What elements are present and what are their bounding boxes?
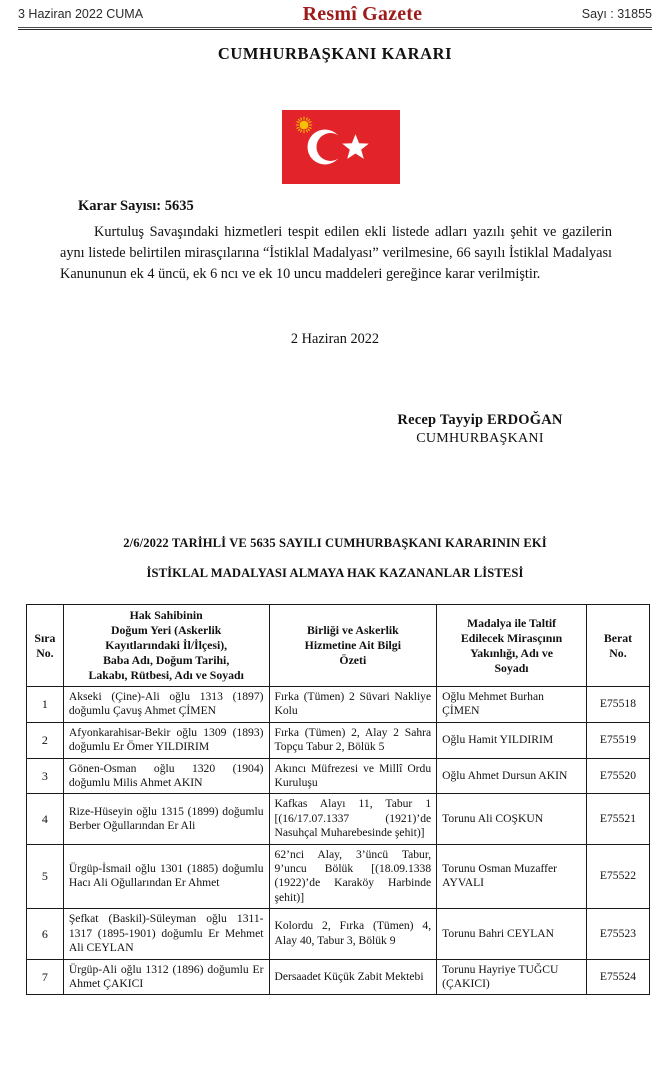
header-line: Berat [603, 630, 633, 645]
row-mirasci: Oğlu Hamit YILDIRIM [437, 722, 587, 758]
row-sira-no: 3 [27, 758, 64, 794]
header-line: Birliği ve Askerlik [306, 623, 399, 637]
row-sira-no: 4 [27, 794, 64, 844]
header-line: Yakınlığı, Adı ve [470, 645, 553, 660]
signature-block [330, 412, 630, 447]
row-sira-no: 7 [27, 959, 64, 995]
row-birlik-bilgi: Kolordu 2, Fırka (Tümen) 4, Alay 40, Tabur 3, Bölük 9 [269, 909, 437, 959]
masthead [18, 2, 652, 26]
table-body [27, 687, 650, 995]
row-hak-sahibi: Ürgüp-İsmail oğlu 1301 (1885) doğumlu Hacı Ali Oğullarından Er Ahmet [63, 844, 269, 909]
masthead-divider [18, 27, 652, 30]
row-hak-sahibi: Ürgüp-Ali oğlu 1312 (1896) doğumlu Er Ahmet ÇAKICI [63, 959, 269, 995]
header-line: No. [609, 645, 627, 660]
header-line: Doğum Yeri (Askerlik [111, 623, 222, 637]
row-birlik-bilgi: Akıncı Müfrezesi ve Millî Ordu Kuruluşu [269, 758, 437, 794]
row-sira-no: 1 [27, 687, 64, 723]
row-hak-sahibi: Rize-Hüseyin oğlu 1315 (1899) doğumlu Berber Oğullarından Er Ali [63, 794, 269, 844]
row-berat-no: E75522 [586, 844, 649, 909]
row-birlik-bilgi: Fırka (Tümen) 2, Alay 2 Sahra Topçu Tabur 2, Bölük 5 [269, 722, 437, 758]
row-hak-sahibi: Akseki (Çine)-Ali oğlu 1313 (1897) doğumlu Çavuş Ahmet ÇİMEN [63, 687, 269, 723]
header-line: Özeti [339, 653, 367, 667]
header-line: Edilecek Mirasçının [460, 630, 563, 645]
row-hak-sahibi: Şefkat (Baskil)-Süleyman oğlu 1311-1317 (1895-1901) doğumlu Er Mehmet Ali CEYLAN [63, 909, 269, 959]
annex-heading-primary: 2/6/2022 TARİHLİ VE 5635 SAYILI CUMHURBAŞKANI KARARININ EKİ [123, 536, 547, 550]
header-line: Baba Adı, Doğum Tarihi, [103, 653, 230, 667]
medal-recipients-table [26, 604, 650, 995]
gazette-title: Resmî Gazete [302, 2, 423, 25]
row-mirasci: Oğlu Mehmet Burhan ÇİMEN [437, 687, 587, 723]
table-row [27, 722, 650, 758]
row-berat-no: E75518 [586, 687, 649, 723]
gazette-issue-number: Sayı : 31855 [581, 7, 652, 21]
row-mirasci: Torunu Ali COŞKUN [437, 794, 587, 844]
row-birlik-bilgi: 62’nci Alay, 3’üncü Tabur, 9’uncu Bölük [(18.09.1338 (1922)’de Karaköy Harbinde şehit)] [269, 844, 437, 909]
column-header-mirasci [437, 605, 587, 687]
row-birlik-bilgi: Fırka (Tümen) 2 Süvari Nakliye Kolu [269, 687, 437, 723]
row-birlik-bilgi: Dersaadet Küçük Zabit Mektebi [269, 959, 437, 995]
header-line: Hizmetine Ait Bilgi [304, 638, 401, 652]
column-header-sira-no [27, 605, 64, 687]
table-row [27, 909, 650, 959]
header-line: No. [36, 645, 54, 660]
decision-date: 2 Haziran 2022 [290, 331, 380, 347]
header-line: Madalya ile Taltif [466, 615, 557, 630]
row-sira-no: 5 [27, 844, 64, 909]
table-row [27, 959, 650, 995]
row-mirasci: Torunu Hayriye TUĞCU (ÇAKICI) [437, 959, 587, 995]
row-mirasci: Torunu Bahri CEYLAN [437, 909, 587, 959]
row-mirasci: Torunu Osman Muzaffer AYVALI [437, 844, 587, 909]
column-header-birlik-bilgi [269, 605, 437, 687]
header-line: Hak Sahibinin [129, 608, 203, 622]
header-line: Kayıtlarındaki İl/İlçesi), [105, 638, 228, 652]
table-row [27, 794, 650, 844]
row-mirasci: Oğlu Ahmet Dursun AKIN [437, 758, 587, 794]
row-hak-sahibi: Gönen-Osman oğlu 1320 (1904) doğumlu Milis Ahmet AKIN [63, 758, 269, 794]
decision-body-paragraph: Kurtuluş Savaşındaki hizmetleri tespit edilen ekli listede adları yazılı şehit ve gazilerin aynı listede belirtilen mirasçılarına “İstiklal Madalyası” verilmesine, 66 sayılı İstiklal Madalyası Kanununun ek 4 üncü, ek 6 ncı ve ek 10 uncu maddeleri gereğince karar verilmiştir. [60, 224, 612, 282]
decision-number: Karar Sayısı: 5635 [78, 198, 194, 214]
row-birlik-bilgi: Kafkas Alayı 11, Tabur 1 [(16/17.07.1337 (1921)’de Nasuhçal Muharebesinde şehit)] [269, 794, 437, 844]
row-sira-no: 6 [27, 909, 64, 959]
table-row [27, 758, 650, 794]
row-berat-no: E75524 [586, 959, 649, 995]
table-row [27, 687, 650, 723]
row-berat-no: E75523 [586, 909, 649, 959]
page-title: CUMHURBAŞKANI KARARI [217, 44, 453, 63]
column-header-berat-no [586, 605, 649, 687]
table-header-row [27, 605, 650, 687]
gazette-date: 3 Haziran 2022 CUMA [18, 7, 144, 21]
row-berat-no: E75519 [586, 722, 649, 758]
row-berat-no: E75521 [586, 794, 649, 844]
row-hak-sahibi: Afyonkarahisar-Bekir oğlu 1309 (1893) doğumlu Er Ömer YILDIRIM [63, 722, 269, 758]
annex-heading-secondary: İSTİKLAL MADALYASI ALMAYA HAK KAZANANLAR LİSTESİ [146, 566, 524, 580]
signatory-title: CUMHURBAŞKANI [416, 431, 544, 446]
table-row [27, 844, 650, 909]
header-line: Lakabı, Rütbesi, Adı ve Soyadı [88, 668, 244, 682]
signatory-name: Recep Tayyip ERDOĞAN [397, 412, 563, 428]
header-line: Soyadı [494, 660, 529, 675]
column-header-hak-sahibi [63, 605, 269, 687]
row-berat-no: E75520 [586, 758, 649, 794]
header-line: Sıra [34, 630, 56, 645]
turkish-flag-icon [282, 110, 400, 184]
row-sira-no: 2 [27, 722, 64, 758]
